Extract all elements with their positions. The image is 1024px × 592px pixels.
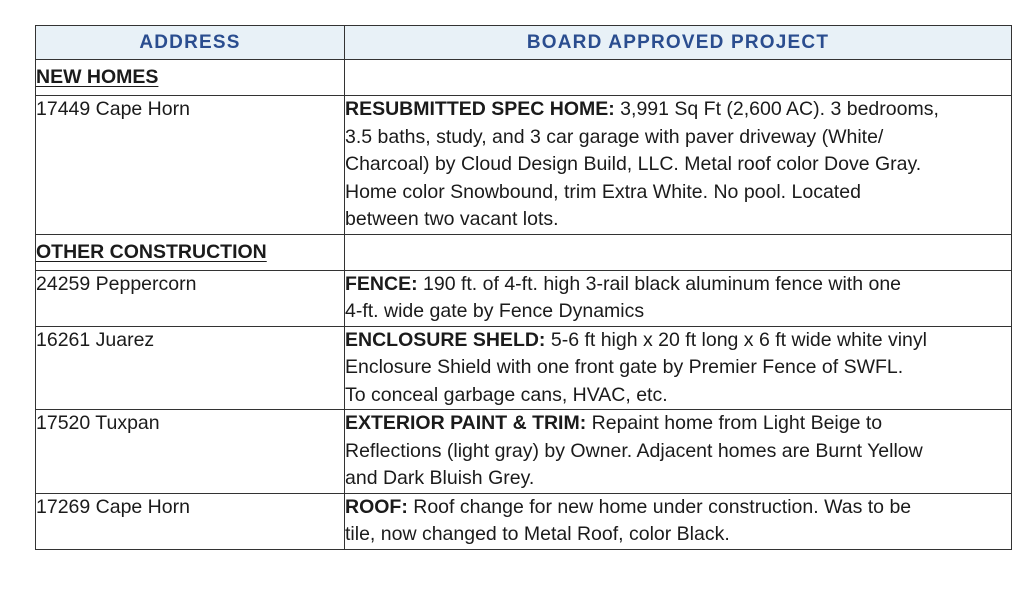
project-description: Enclosure Shield with one front gate by Premier Fence of SWFL.	[345, 356, 904, 378]
project-cell	[345, 270, 1012, 326]
project-description: Repaint home from Light Beige to	[586, 412, 883, 434]
project-description: 4-ft. wide gate by Fence Dynamics	[345, 300, 645, 322]
project-description: Reflections (light gray) by Owner. Adjacent homes are Burnt Yellow	[345, 439, 923, 462]
project-description: 5-6 ft high x 20 ft long x 6 ft wide white vinyl	[545, 328, 927, 351]
project-description: 3,991 Sq Ft (2,600 AC). 3 bedrooms,	[614, 98, 939, 120]
section-row-other-construction	[36, 234, 1012, 270]
project-column-header: BOARD APPROVED PROJECT	[345, 26, 1012, 60]
address-cell: 17520 Tuxpan	[36, 410, 345, 494]
address-cell: 17269 Cape Horn	[36, 493, 345, 549]
project-type-label: ROOF:	[345, 495, 408, 518]
table-row	[36, 96, 1012, 235]
project-description: 3.5 baths, study, and 3 car garage with paver driveway (White/	[345, 125, 884, 148]
table-row	[36, 326, 1012, 410]
section-row-new-homes	[36, 60, 1012, 96]
project-description: and Dark Bluish Grey.	[345, 467, 535, 489]
board-approved-projects-table	[35, 25, 1012, 550]
project-type-label: ENCLOSURE SHELD:	[345, 328, 546, 351]
address-cell: 16261 Juarez	[36, 326, 345, 410]
project-type-label: RESUBMITTED SPEC HOME:	[345, 98, 615, 120]
project-cell	[345, 410, 1012, 494]
project-cell	[345, 326, 1012, 410]
project-description: Charcoal) by Cloud Design Build, LLC. Metal roof color Dove Gray.	[345, 153, 922, 175]
table-row	[36, 493, 1012, 549]
project-description: Home color Snowbound, trim Extra White. No pool. Located	[345, 180, 861, 203]
section-label-other-construction: OTHER CONSTRUCTION	[36, 240, 267, 263]
project-description: To conceal garbage cans, HVAC, etc.	[345, 383, 668, 406]
project-cell	[345, 493, 1012, 549]
table-row	[36, 270, 1012, 326]
address-column-header: ADDRESS	[36, 26, 345, 60]
project-type-label: FENCE:	[345, 272, 418, 295]
header-row	[36, 26, 1012, 60]
address-cell: 24259 Peppercorn	[36, 270, 345, 326]
project-description: Roof change for new home under construction. Was to be	[407, 495, 912, 518]
project-description: tile, now changed to Metal Roof, color Black.	[345, 523, 730, 545]
project-type-label: EXTERIOR PAINT & TRIM:	[345, 412, 587, 434]
project-description: 190 ft. of 4-ft. high 3-rail black aluminum fence with one	[417, 272, 902, 295]
project-cell	[345, 96, 1012, 235]
section-label-new-homes: NEW HOMES	[36, 66, 159, 88]
project-description: between two vacant lots.	[345, 208, 559, 230]
address-cell: 17449 Cape Horn	[36, 96, 345, 235]
table-row	[36, 410, 1012, 494]
